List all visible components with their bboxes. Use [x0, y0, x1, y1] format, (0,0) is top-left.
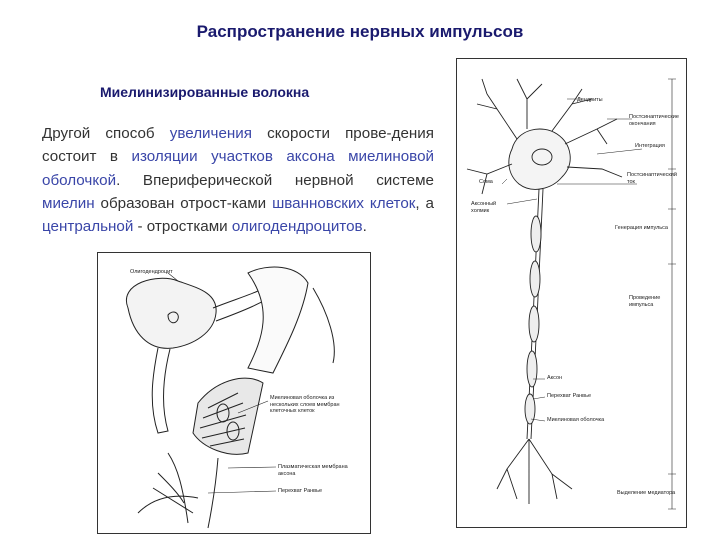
highlighted-term: миелин [42, 194, 95, 212]
paragraph-text: образован отрост-ками [94, 194, 273, 212]
label-ranvier-node-right: Перехват Ранвье [547, 393, 592, 399]
paragraph-text: , а [415, 194, 434, 212]
label-myelin-sheath: Миелиновая оболочка из нескольких слоев мембран клеточных клеток [270, 395, 340, 414]
label-oligodendrocyte: Олигодендроцит [130, 269, 173, 275]
paragraph-text: - отростками [133, 218, 232, 236]
label-impulse-conduction: Проведение импульса [629, 295, 661, 308]
page-title: Распространение нервных импульсов [196, 22, 524, 41]
paragraph-text: . [362, 218, 367, 236]
highlighted-term: олигодендроцитов [231, 218, 363, 236]
label-axon-hillock: Аксонный холмик [471, 201, 497, 214]
label-plasma-membrane: Плазматическая мембрана аксона [278, 464, 348, 477]
label-myelin-sheath-right: Миелиновая оболочка [547, 417, 605, 423]
highlighted-term: изоляции участков аксона миелиновой оболочкой [42, 148, 434, 189]
paragraph-text: . Впериферической нервной системе [116, 171, 434, 189]
oligodendrocyte-figure [97, 252, 371, 534]
label-soma: Сома [479, 179, 493, 185]
label-postsynaptic-endings: Постсинаптические окончания [629, 114, 679, 127]
label-mediator-release: Выделение медиатора [617, 490, 676, 496]
highlighted-term: шванновских клеток [272, 194, 416, 212]
neuron-illustration [457, 59, 686, 527]
body-paragraph [42, 122, 434, 238]
label-axon: Аксон [547, 375, 563, 381]
highlighted-term: центральной [42, 218, 134, 236]
label-dendrites: Дендриты [577, 97, 603, 103]
section-subtitle: Миелинизированные волокна [100, 84, 310, 100]
neuron-figure [456, 58, 687, 528]
label-postsynaptic-current: Постсинаптический ток [627, 172, 677, 185]
paragraph-text: Другой способ [42, 125, 170, 142]
highlighted-term: увеличения [169, 125, 252, 142]
label-impulse-generation: Генерация импульса [615, 225, 668, 231]
oligodendrocyte-illustration [98, 253, 370, 533]
label-integration: Интеграция [635, 143, 665, 149]
label-ranvier-node: Перехват Ранвье [278, 488, 323, 494]
paragraph-text: скорости прове-дения состоит в [42, 125, 434, 166]
